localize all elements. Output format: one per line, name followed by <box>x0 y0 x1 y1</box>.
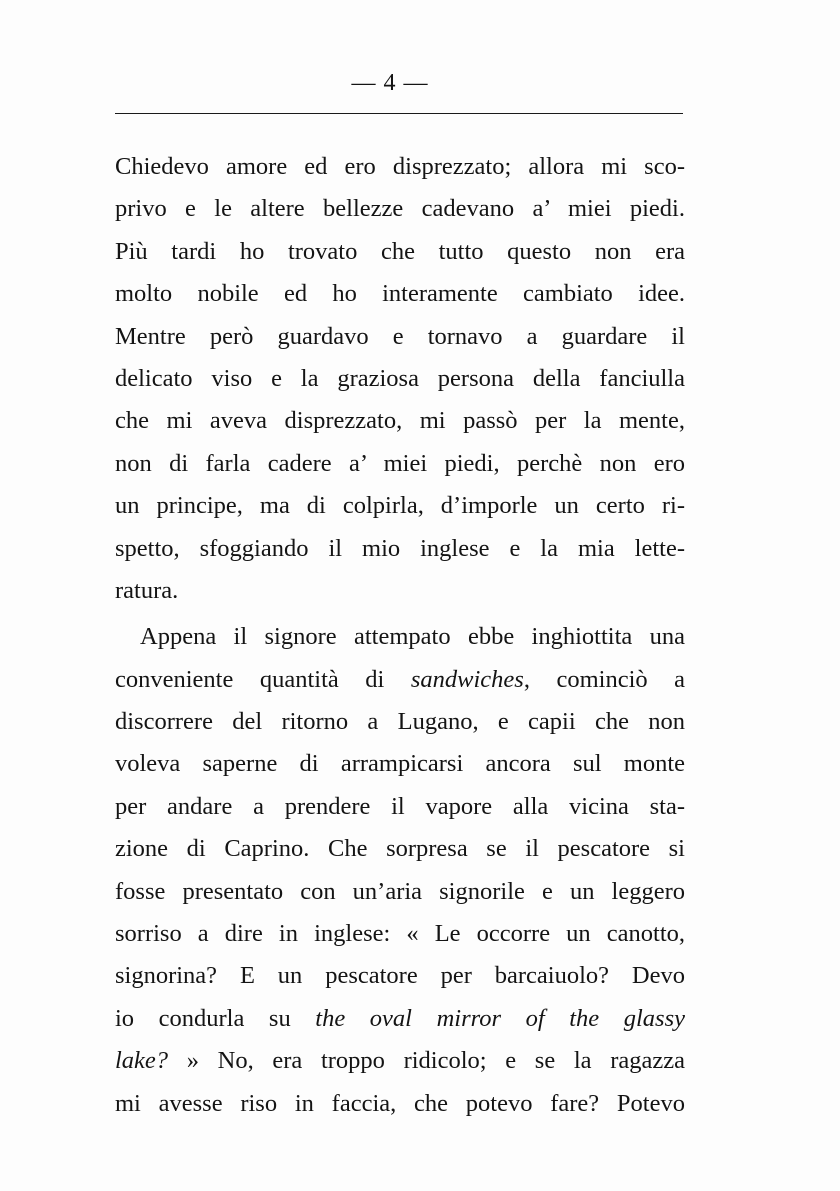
text-line: ratura. <box>115 576 179 604</box>
text-line: Più tardi ho trovato che tutto questo non era <box>115 237 685 265</box>
text-line: signorina? E un pescatore per barcaiuolo? Devo <box>115 962 685 990</box>
text-line: non di farla cadere a’ miei piedi, perchè non ero <box>115 449 685 477</box>
italic-phrase: sandwiches <box>410 665 524 693</box>
text-line: un principe, ma di colpirla, d’imporle un certo ri- <box>115 492 685 520</box>
text-line: Mentre però guardavo e tornavo a guardare il <box>115 322 685 350</box>
text-line <box>115 659 685 701</box>
text-line: discorrere del ritorno a Lugano, e capii che non <box>115 708 685 736</box>
text-line: spetto, sfoggiando il mio inglese e la mia lette- <box>115 534 685 562</box>
text-line: molto nobile ed ho interamente cambiato idee. <box>115 280 685 308</box>
italic-phrase: lake? <box>115 1047 169 1075</box>
text-segment: io condurla su <box>115 1004 316 1032</box>
text-line: voleva saperne di arrampicarsi ancora sul monte <box>115 750 685 778</box>
text-line: privo e le altere bellezze cadevano a’ miei piedi. <box>115 195 685 223</box>
text-line: sorriso a dire in inglese: « Le occorre un canotto, <box>115 920 685 948</box>
text-line: Chiedevo amore ed ero disprezzato; allora mi sco- <box>115 153 685 180</box>
text-line: fosse presentato con un’aria signorile e un leggero <box>115 877 685 905</box>
text-segment: , cominciò a <box>523 665 686 693</box>
text-line: mi avesse riso in faccia, che potevo fare? Potevo <box>115 1089 685 1117</box>
body-text <box>115 146 685 1125</box>
italic-phrase: the oval mirror of the glassy <box>315 1004 685 1032</box>
text-line: per andare a prendere il vapore alla vicina sta- <box>115 792 685 820</box>
text-line: Appena il signore attempato ebbe inghiottita una <box>140 623 685 651</box>
page-number: — 4 — <box>351 70 429 96</box>
text-line: che mi aveva disprezzato, mi passò per la mente, <box>115 407 685 435</box>
text-line <box>115 1040 685 1082</box>
text-segment: conveniente quantità di <box>115 665 411 693</box>
header-rule <box>115 113 683 114</box>
text-segment: » No, era troppo ridicolo; e se la ragazza <box>168 1047 685 1075</box>
text-line: delicato viso e la graziosa persona della fanciulla <box>115 364 685 392</box>
text-line: zione di Caprino. Che sorpresa se il pescatore si <box>115 835 685 863</box>
text-line <box>115 998 685 1040</box>
